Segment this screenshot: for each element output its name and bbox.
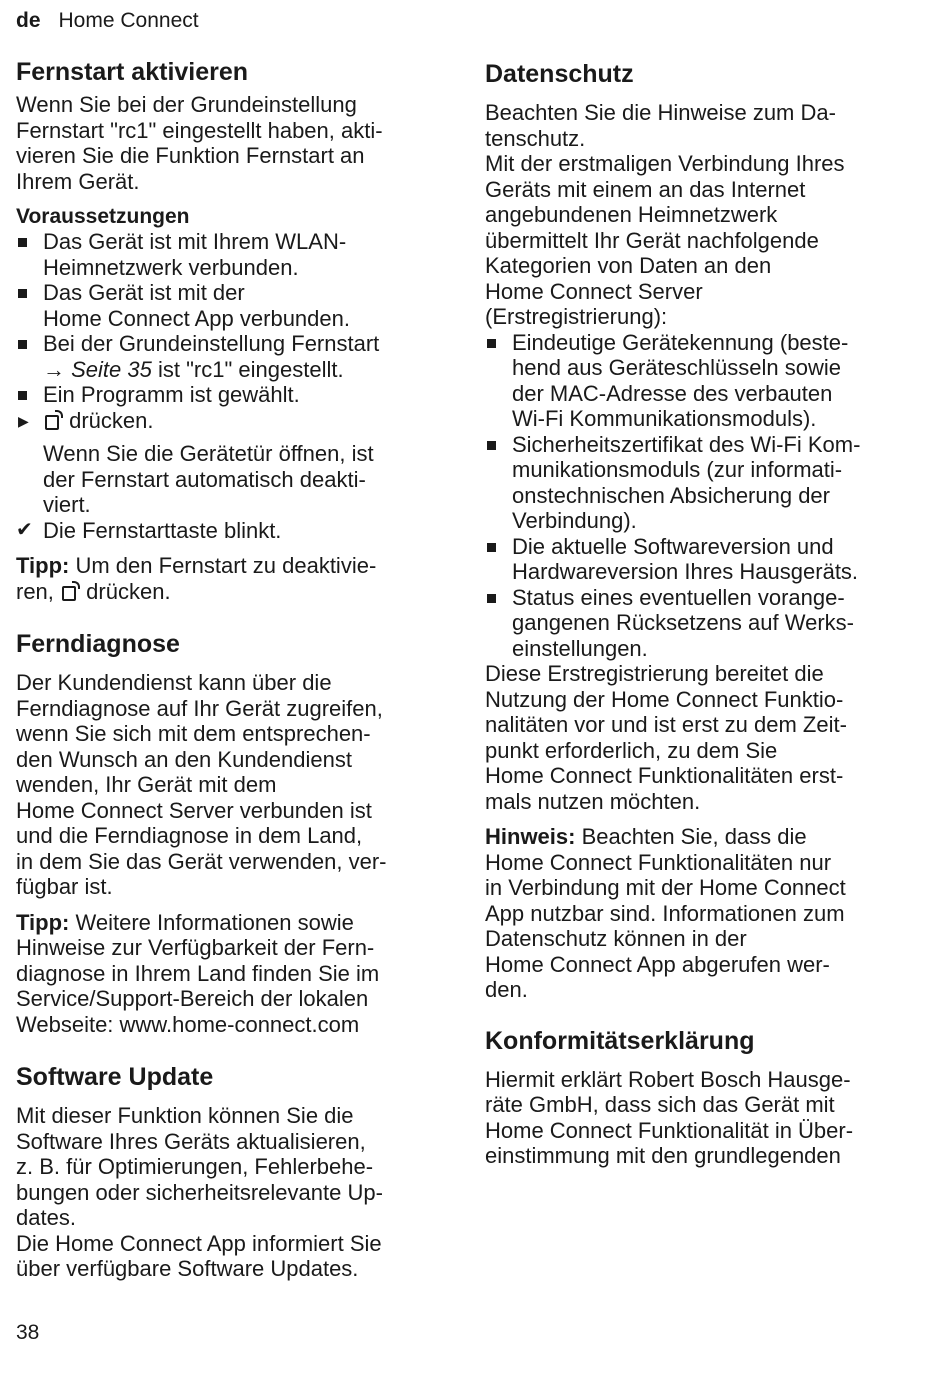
prerequisites-list [16, 229, 446, 408]
text-line: Das Gerät ist mit Ihrem WLAN- [43, 229, 347, 254]
arrow-right-icon: → [43, 356, 65, 382]
datenschutz-p2 [485, 151, 915, 330]
text-line: Wenn Sie die Gerätetür öffnen, ist [43, 441, 374, 466]
text-line: Kategorien von Daten an den [485, 253, 772, 278]
list-item [485, 432, 915, 534]
list-item [485, 330, 915, 432]
prerequisites-heading: Voraussetzungen [16, 205, 190, 228]
right-column [485, 58, 915, 1169]
text-line: Die Fernstarttaste blinkt. [43, 517, 282, 543]
text-line: Wi-Fi Kommunikationsmoduls). [512, 406, 817, 431]
text-line: Mit der erstmaligen Verbindung Ihres [485, 151, 845, 176]
text-line: Geräts mit einem an das Internet [485, 176, 806, 202]
text-line: Hinweise zur Verfügbarkeit der Fern- [16, 935, 375, 960]
text-line: nalitäten vor und ist erst zu dem Zeit- [485, 712, 847, 737]
text-line [43, 408, 446, 434]
text-line: Software Ihres Geräts aktualisieren, [16, 1128, 366, 1154]
page-reference: Seite 35 [71, 356, 152, 382]
text-line: übermittelt Ihr Gerät nachfolgende [485, 227, 819, 253]
text-line [16, 553, 446, 579]
text-line: Die aktuelle Softwareversion und [512, 533, 834, 559]
action-step [16, 408, 446, 434]
text-line: App nutzbar sind. Informationen zum [485, 900, 845, 926]
text-line: über verfügbare Software Updates. [16, 1256, 359, 1281]
section-software-update [16, 1061, 446, 1282]
step-triangle-icon: ▶ [18, 412, 29, 429]
text-line: Mit dieser Funktion können Sie die [16, 1103, 354, 1128]
text-line: Ihrem Gerät. [16, 168, 140, 194]
text-line: Home Connect App verbunden. [43, 305, 350, 331]
text-line: diagnose in Ihrem Land finden Sie im [16, 960, 380, 986]
section-fernstart [16, 56, 446, 604]
text-line: Home Connect Funktionalitäten nur [485, 849, 832, 875]
text-line: Status eines eventuellen vorange- [512, 584, 845, 610]
text-line: Bei der Grundeinstellung Fernstart [43, 331, 380, 356]
text-line: Ein Programm ist gewählt. [43, 382, 300, 407]
datenschutz-note [485, 824, 915, 1003]
text-line: Ferndiagnose auf Ihr Gerät zugreifen, [16, 695, 383, 721]
text-line: in Verbindung mit der Home Connect [485, 875, 846, 900]
text-line: mals nutzen möchten. [485, 788, 701, 814]
text-line: einstimmung mit den grundlegenden [485, 1143, 841, 1168]
text-line [485, 824, 915, 850]
text-line: z. B. für Optimierungen, Fehlerbehe- [16, 1154, 374, 1179]
note-label: Hinweis: [485, 824, 576, 849]
text-line: in dem Sie das Gerät verwenden, ver- [16, 848, 387, 874]
text-fragment: drücken. [86, 578, 171, 604]
text-line: Wenn Sie bei der Grundeinstellung [16, 92, 357, 117]
text-line: dates. [16, 1205, 76, 1230]
text-line: wenden, Ihr Gerät mit dem [16, 772, 277, 797]
text-line: Home Connect Funktionalitäten erst- [485, 763, 844, 788]
list-item [485, 534, 915, 585]
text-line: Home Connect Funktionalität in Über- [485, 1117, 854, 1143]
software-paragraph [16, 1103, 446, 1282]
fernstart-intro [16, 92, 446, 194]
data-categories-list [485, 330, 915, 662]
ferndiagnose-paragraph [16, 670, 446, 900]
text-line: Nutzung der Home Connect Funktio- [485, 686, 844, 712]
text-line: onstechnischen Absicherung der [512, 482, 830, 508]
text-line: Home Connect App abgerufen wer- [485, 951, 830, 977]
section-datenschutz [485, 58, 915, 1003]
text-line: Home Connect Server verbunden ist [16, 797, 372, 823]
text-line: Hiermit erklärt Robert Bosch Hausge- [485, 1066, 851, 1092]
datenschutz-p3 [485, 661, 915, 814]
text-line: räte GmbH, dass sich das Gerät mit [485, 1092, 835, 1117]
text-line: Home Connect Server [485, 278, 703, 304]
text-line: Fernstart "rc1" eingestellt haben, akti- [16, 117, 383, 143]
heading-konformitaet: Konformitätserklärung [485, 1026, 755, 1055]
text-line: (Erstregistrierung): [485, 304, 668, 329]
datenschutz-p1 [485, 100, 915, 151]
text-line: und die Ferndiagnose in dem Land, [16, 823, 363, 848]
list-item [485, 585, 915, 662]
text-line: Heimnetzwerk verbunden. [43, 254, 299, 280]
text-line: den Wunsch an den Kundendienst [16, 746, 352, 772]
heading-software-update: Software Update [16, 1063, 214, 1091]
text-line: Beachten Sie die Hinweise zum Da- [485, 100, 836, 125]
text-line: Die Home Connect App informiert Sie [16, 1230, 382, 1256]
text-fragment: Weitere Informationen sowie [75, 909, 354, 935]
text-line: Webseite: www.home-connect.com [16, 1011, 360, 1037]
text-line: Der Kundendienst kann über die [16, 670, 332, 695]
left-column [16, 56, 446, 1282]
fernstart-tip [16, 553, 446, 604]
text-line: munikationsmoduls (zur informati- [512, 457, 843, 482]
text-fragment: ren, [16, 578, 54, 604]
text-line [43, 357, 446, 383]
remote-start-icon [45, 415, 59, 430]
text-line: angebundenen Heimnetzwerk [485, 202, 778, 227]
konformitaet-paragraph [485, 1067, 915, 1169]
text-line: Sicherheitszertifikat des Wi-Fi Kom- [512, 431, 861, 457]
text-line: fügbar ist. [16, 874, 113, 899]
text-fragment: ist "rc1" eingestellt. [157, 356, 344, 382]
heading-datenschutz: Datenschutz [485, 60, 634, 88]
text-line: Datenschutz können in der [485, 926, 747, 951]
list-item [16, 331, 446, 382]
list-item [16, 382, 446, 408]
header-title: Home Connect [58, 9, 199, 32]
text-line: Eindeutige Gerätekennung (beste- [512, 329, 849, 355]
step-result [16, 518, 446, 544]
text-line: viert. [43, 492, 91, 517]
text-line: der MAC-Adresse des verbauten [512, 380, 833, 406]
text-line: der Fernstart automatisch deakti- [43, 466, 366, 492]
text-line: vieren Sie die Funktion Fernstart an [16, 143, 365, 168]
text-line: den. [485, 977, 528, 1002]
heading-fernstart: Fernstart aktivieren [16, 58, 249, 86]
text-line: hend aus Geräteschlüsseln sowie [512, 355, 841, 380]
list-item [16, 280, 446, 331]
text-line: Diese Erstregistrierung bereitet die [485, 661, 824, 686]
page-number: 38 [16, 1321, 40, 1344]
list-item [16, 229, 446, 280]
text-line: Verbindung). [512, 508, 637, 533]
section-ferndiagnose [16, 628, 446, 1037]
language-code: de [16, 9, 41, 32]
text-line: tenschutz. [485, 125, 586, 151]
tip-label: Tipp: [16, 553, 70, 578]
page-header [16, 8, 199, 34]
text-line: punkt erforderlich, zu dem Sie [485, 737, 778, 763]
text-line: Das Gerät ist mit der [43, 280, 245, 305]
ferndiagnose-tip [16, 910, 446, 1038]
tip-label: Tipp: [16, 909, 70, 935]
text-line: gangenen Rücksetzens auf Werks- [512, 610, 854, 635]
text-line: wenn Sie sich mit dem entsprechen- [16, 721, 371, 746]
text-fragment: Um den Fernstart zu deaktivie- [75, 553, 377, 578]
text-fragment: drücken. [69, 407, 154, 433]
text-line [16, 910, 446, 936]
section-konformitaet [485, 1025, 915, 1169]
heading-ferndiagnose: Ferndiagnose [16, 630, 180, 658]
text-line: Hardwareversion Ihres Hausgeräts. [512, 559, 859, 584]
text-line [16, 579, 446, 605]
text-line: Service/Support-Bereich der lokalen [16, 986, 369, 1011]
checkmark-icon: ✔ [16, 518, 33, 541]
remote-start-icon [62, 586, 76, 601]
text-line: bungen oder sicherheitsrelevante Up- [16, 1179, 383, 1205]
text-fragment: Beachten Sie, dass die [581, 824, 807, 849]
text-line: einstellungen. [512, 635, 648, 661]
step-note [16, 441, 446, 518]
